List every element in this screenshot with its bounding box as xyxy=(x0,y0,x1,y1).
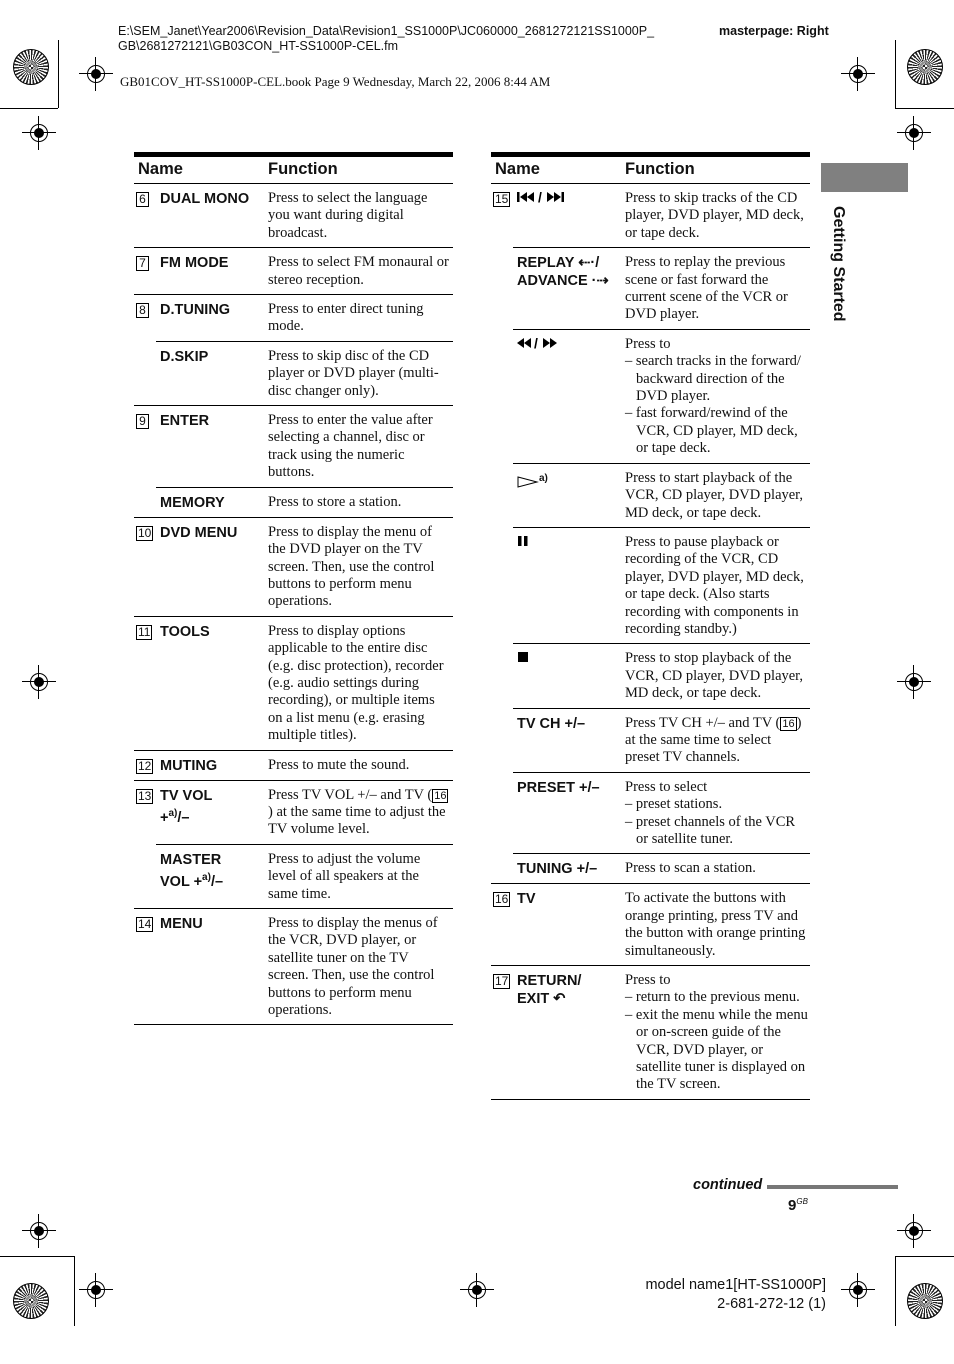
crop-line xyxy=(895,40,896,108)
function-text: Press TV CH +/– and TV ( xyxy=(625,714,781,731)
item-number-badge: 15 xyxy=(495,192,509,206)
item-number-badge: 7 xyxy=(136,256,149,271)
registration-cross-icon xyxy=(22,665,56,699)
function-text: ) at the same time to adjust the TV volume level. xyxy=(268,803,446,838)
return-arrow-icon: ↶ xyxy=(553,991,566,1008)
play-icon xyxy=(517,476,539,488)
button-function: Press to start playback of the VCR, CD player, DVD player, MD deck, or tape deck. xyxy=(621,463,810,527)
name-part: REPLAY xyxy=(517,255,575,272)
button-name: DVD MENU xyxy=(156,517,264,616)
prev-next-track-icon xyxy=(517,190,581,204)
right-function-table xyxy=(491,152,810,1100)
button-function xyxy=(621,772,810,854)
registration-cross-icon xyxy=(841,57,875,91)
button-function: Press to select the language you want during digital broadcast. xyxy=(268,190,428,241)
button-function: Press to replay the previous scene or fast forward the current scene of the VCR or DVD player. xyxy=(621,248,810,330)
button-name: DUAL MONO xyxy=(160,191,250,207)
function-intro: Press to xyxy=(625,335,671,352)
button-function: Press to skip tracks of the CD player, DVD player, MD deck, or tape deck. xyxy=(625,190,804,241)
button-name xyxy=(513,966,621,1100)
table-row xyxy=(134,909,453,1025)
button-function: Press to stop playback of the VCR, CD player, DVD player, MD deck, or tape deck. xyxy=(621,644,810,708)
table-header-row xyxy=(134,155,453,184)
table-row xyxy=(491,248,810,330)
table-row xyxy=(491,854,810,884)
item-number-badge: 12 xyxy=(138,758,152,773)
section-tab-text: Getting Started xyxy=(830,206,847,322)
registration-cross-icon xyxy=(897,1214,931,1248)
button-function: Press to enter direct tuning mode. xyxy=(264,295,453,342)
page-number xyxy=(788,1197,808,1214)
left-function-table xyxy=(134,152,453,1025)
button-function: Press to select FM monaural or stereo reception. xyxy=(264,248,453,295)
button-name: FM MODE xyxy=(156,248,264,295)
button-name: TV xyxy=(513,884,621,966)
rewind-fast-forward-icon xyxy=(517,336,577,350)
button-name xyxy=(513,248,621,330)
item-number-badge: 17 xyxy=(495,974,509,989)
table-row xyxy=(491,527,810,643)
registration-wheel-icon xyxy=(13,49,49,85)
crop-line xyxy=(74,1256,75,1326)
function-intro: Press to xyxy=(625,972,671,989)
button-function: Press to scan a station. xyxy=(621,854,810,884)
section-tab-bar xyxy=(821,163,908,192)
function-text: ) at the same time to select preset TV channels. xyxy=(625,714,802,766)
name-part: EXIT xyxy=(517,991,550,1008)
table-row xyxy=(134,295,453,342)
table-row xyxy=(491,708,810,772)
registration-cross-icon xyxy=(841,1273,875,1307)
item-number-badge: 13 xyxy=(138,788,152,803)
column-header-name: Name xyxy=(491,155,621,184)
registration-cross-icon xyxy=(897,665,931,699)
crop-line xyxy=(0,108,58,109)
column-header-name: Name xyxy=(134,155,264,184)
function-list-item: – search tracks in the forward/ backward direction of the DVD player. xyxy=(625,353,801,405)
name-part: VOL + xyxy=(160,873,203,890)
name-part: TV VOL xyxy=(160,787,213,804)
header-book-info: GB01COV_HT-SS1000P-CEL.book Page 9 Wednesday, March 22, 2006 8:44 AM xyxy=(120,74,551,89)
button-name xyxy=(156,844,264,908)
registration-wheel-icon xyxy=(13,1283,49,1319)
header-file-path xyxy=(118,24,708,54)
button-name: PRESET +/– xyxy=(513,772,621,854)
button-name: ENTER xyxy=(156,406,264,488)
table-row xyxy=(491,463,810,527)
svg-text:/: / xyxy=(534,335,538,350)
registration-cross-icon xyxy=(79,1273,113,1307)
registration-cross-icon xyxy=(897,116,931,150)
crop-line xyxy=(58,40,59,108)
function-list-item: – fast forward/rewind of the VCR, CD player, MD deck, or tape deck. xyxy=(625,405,798,457)
function-list-item: – exit the menu while the menu or on-screen guide of the VCR, DVD player, or satellite tuner is displayed on the TV screen. xyxy=(625,1006,808,1093)
table-row xyxy=(491,966,810,1100)
name-part: /– xyxy=(210,873,224,890)
button-name: TV CH +/– xyxy=(513,708,621,772)
header-path-line1: E:\SEM_Janet\Year2006\Revision_Data\Revision1_SS1000P\JC060000_2681272121SS1000P_ xyxy=(118,24,655,38)
function-list-item: – preset stations. xyxy=(625,796,723,813)
footnote-ref: a) xyxy=(168,807,178,819)
item-number-badge: 6 xyxy=(136,192,149,207)
model-name: model name1[HT-SS1000P] xyxy=(645,1277,826,1293)
table-row xyxy=(491,329,810,463)
table-row xyxy=(491,884,810,966)
function-intro: Press to select xyxy=(625,778,708,795)
continued-bar xyxy=(767,1185,898,1189)
item-number-badge: 16 xyxy=(434,789,447,802)
button-function: Press to pause playback or recording of the VCR, CD player, DVD player, MD deck, or tape deck. (Also starts recording with components in recording standby.) xyxy=(621,527,810,643)
replay-arrow-icon: ⇠·/ xyxy=(578,255,600,272)
button-function xyxy=(621,329,810,463)
header-path-line2: GB\2681272121\GB03CON_HT-SS1000P-CEL.fm xyxy=(118,39,399,53)
button-function: Press to skip disc of the CD player or DVD player (multi-disc changer only). xyxy=(264,341,453,405)
registration-cross-icon xyxy=(79,57,113,91)
table-row xyxy=(491,184,810,248)
footnote-ref: a) xyxy=(202,871,211,883)
button-name xyxy=(513,329,621,463)
item-number-badge: 11 xyxy=(138,624,151,639)
table-row xyxy=(134,517,453,616)
item-number-badge: 14 xyxy=(138,917,152,931)
table-row xyxy=(134,616,453,750)
crop-line xyxy=(895,1256,896,1326)
document-code: 2-681-272-12 (1) xyxy=(717,1296,826,1312)
function-list-item: – return to the previous menu. xyxy=(625,989,800,1006)
button-function: Press to display the menus of the VCR, DVD player, or satellite tuner on the TV screen. Then, use the control buttons to perform menu operations. xyxy=(264,909,453,1025)
name-part: + xyxy=(160,809,169,826)
button-name xyxy=(513,644,621,708)
button-function: To activate the buttons with orange printing, press TV and the button with orange printing simultaneously. xyxy=(621,884,810,966)
table-row xyxy=(491,772,810,854)
button-name: D.TUNING xyxy=(156,295,264,342)
button-name: MUTING xyxy=(156,750,264,780)
button-function xyxy=(621,966,810,1100)
page-number-value: 9 xyxy=(788,1197,797,1214)
button-function xyxy=(264,780,453,844)
name-part: ADVANCE xyxy=(517,273,588,290)
item-number-badge: 10 xyxy=(138,525,152,540)
crop-line xyxy=(895,108,954,109)
header-masterpage: masterpage: Right xyxy=(719,24,829,38)
table-row xyxy=(134,341,453,405)
crop-line xyxy=(0,1256,74,1257)
name-part: MASTER xyxy=(160,851,222,868)
button-name: D.SKIP xyxy=(156,341,264,405)
button-name xyxy=(513,463,621,527)
table-row xyxy=(491,644,810,708)
button-name: MENU xyxy=(156,909,264,1025)
button-name: MEMORY xyxy=(156,487,264,517)
registration-wheel-icon xyxy=(907,1283,943,1319)
crop-line xyxy=(895,1256,954,1257)
registration-cross-icon xyxy=(22,1214,56,1248)
function-text: Press TV VOL +/– and TV ( xyxy=(268,786,433,803)
table-row xyxy=(134,184,453,248)
column-header-function: Function xyxy=(621,155,810,184)
table-row xyxy=(134,406,453,488)
name-part: /– xyxy=(177,809,190,826)
pause-icon xyxy=(517,535,531,547)
item-number-badge: 8 xyxy=(136,303,149,318)
item-number-badge: 16 xyxy=(782,717,795,730)
page-number-suffix: GB xyxy=(796,1197,808,1206)
table-row xyxy=(134,248,453,295)
table-row xyxy=(134,487,453,517)
item-number-badge: 9 xyxy=(136,414,149,429)
advance-arrow-icon: ·⇢ xyxy=(591,273,609,290)
button-function: Press to enter the value after selecting a channel, disc or track using the numeric buttons. xyxy=(264,406,453,488)
button-name: TUNING +/– xyxy=(513,854,621,884)
name-part: RETURN/ xyxy=(517,973,582,990)
table-header-row xyxy=(491,155,810,184)
button-function: Press to adjust the volume level of all speakers at the same time. xyxy=(264,844,453,908)
button-function: Press to display options applicable to the entire disc (e.g. disc protection), recorder (e.g. audio settings during recording), or multiple items on a list menu (e.g. erasing multiple titles). xyxy=(264,616,453,750)
continued-label: continued xyxy=(693,1177,763,1193)
button-function: Press to store a station. xyxy=(264,487,453,517)
table-row xyxy=(134,750,453,780)
button-name xyxy=(513,184,621,248)
button-function: Press to display the menu of the DVD player on the TV screen. Then, use the control buttons to perform menu operations. xyxy=(264,517,453,616)
svg-text:/: / xyxy=(538,190,542,204)
table-row xyxy=(134,844,453,908)
footnote-ref: a) xyxy=(539,472,548,484)
section-tab-label xyxy=(818,206,858,336)
column-header-function: Function xyxy=(264,155,453,184)
registration-cross-icon xyxy=(460,1273,494,1307)
button-name xyxy=(156,780,264,844)
button-name: TOOLS xyxy=(156,616,264,750)
button-function xyxy=(621,708,810,772)
registration-cross-icon xyxy=(22,116,56,150)
table-row xyxy=(134,780,453,844)
button-name xyxy=(513,527,621,643)
stop-icon xyxy=(517,651,531,663)
registration-wheel-icon xyxy=(907,49,943,85)
item-number-badge: 16 xyxy=(495,892,509,907)
button-function: Press to mute the sound. xyxy=(264,750,453,780)
function-list-item: – preset channels of the VCR or satellite tuner. xyxy=(625,813,796,847)
